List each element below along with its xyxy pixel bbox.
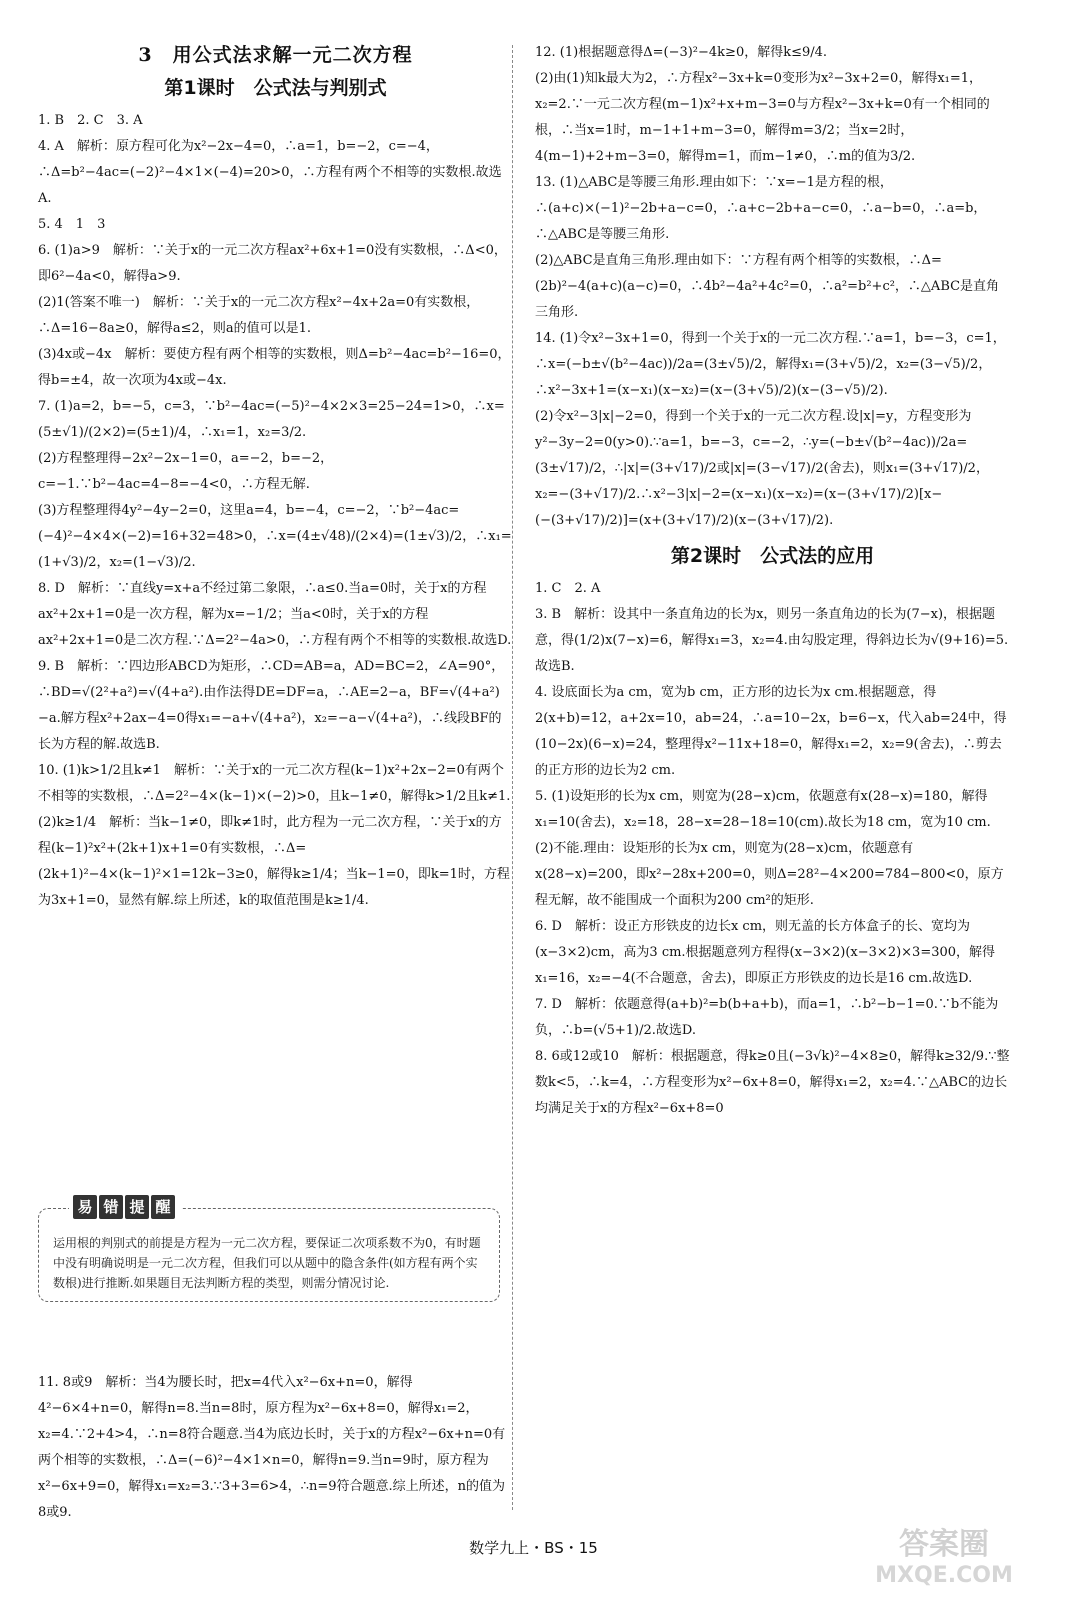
answer-item [535,1044,1010,1122]
answer-text: 11. 8或9 解析：当4为腰长时，把x=4代入x²−6x+n=0，解得4²−6×4+n=0，解得n=8.当n=8时，原方程为x²−6x+8=0，解得x₁=2，x₂=4.∵2+4>4，∴n=8符合题意.当4为底边长时，关于x的方程x²−6x+n=0有两个相等的实数根，∴Δ=(−6)²−4×1×n=0，解得n=9.当n=9时，原方程为x²−6x+9=0，解得x₁=x₂=3.∵3+3=6>4，∴n=9符合题意.综上所述，n的值为8或9. [38,1375,506,1520]
answer-text: 10. (1)k>1/2且k≠1 解析：∵关于x的一元二次方程(k−1)x²+2x−2=0有两个不相等的实数根，∴Δ=2²−4×(k−1)×(−2)>0，且k−1≠0，解得k>1/2且k≠1. [38,763,511,804]
column-divider [512,45,513,1510]
answer-text: 5. (1)设矩形的长为x cm，则宽为(28−x)cm，依题意有x(28−x)=180，解得x₁=10(舍去)，x₂=18，28−x=28−18=10(cm).故长为18 cm，宽为10 cm. [535,789,991,830]
answer-text: (2)不能.理由：设矩形的长为x cm，则宽为(28−x)cm，依题意有x(28−x)=200，即x²−28x+200=0，则Δ=28²−4×200=784−800<0，原方程无解，故不能围成一个面积为200 cm²的矩形. [535,841,1004,908]
answer-text: 1. C 2. A [535,581,601,596]
answer-text: (3)4x或−4x 解析：要使方程有两个相等的实数根，则Δ=b²−4ac=b²−16=0，得b=±4，故一次项为4x或−4x. [38,347,511,388]
tip-char: 错 [99,1195,123,1219]
lesson-title: 第1课时 公式法与判别式 [164,77,387,99]
answer-list [535,576,1010,1122]
svg-text:MXQE.COM: MXQE.COM [875,1563,1013,1588]
answer-item [535,680,1010,784]
answer-text: (2)△ABC是直角三角形.理由如下：∵方程有两个相等的实数根，∴Δ=(2b)²−4(a+c)(a−c)=0，∴4b²−4a²+4c²=0，∴a²=b²+c²，∴△ABC是直角三角形. [535,253,1000,320]
right-column [535,40,1010,1122]
answer-item [535,602,1010,680]
answer-list [38,108,513,914]
watermark-logo [849,1520,1039,1590]
answer-text: 14. (1)令x²−3x+1=0，得到一个关于x的一元二次方程.∵a=1，b=−3，c=1，∴x=(−b±√(b²−4ac))/2a=(3±√5)/2，解得x₁=(3+√5)/2，x₂=(3−√5)/2，∴x²−3x+1=(x−x₁)(x−x₂)=(x−(3+√5)/2)(x−(3−√5)/2). [535,331,1006,398]
answer-text: 4. 设底面长为a cm，宽为b cm，正方形的边长为x cm.根据题意，得2(x+b)=12，a+2x=10，ab=24，∴a=10−2x，b=6−x，代入ab=24中，得(10−2x)(6−x)=24，整理得x²−11x+18=0，解得x₁=2，x₂=9(舍去)，∴剪去的正方形的边长为2 cm. [535,685,1007,778]
answer-text: 8. D 解析：∵直线y=x+a不经过第二象限，∴a≤0.当a=0时，关于x的方程ax²+2x+1=0是一次方程，解为x=−1/2；当a<0时，关于x的方程ax²+2x+1=0是二次方程.∵Δ=2²−4a>0，∴方程有两个不相等的实数根.故选D. [38,581,512,648]
section-title: 3 用公式法求解一元二次方程 [138,44,413,66]
answer-item [535,40,1010,170]
tip-char: 醒 [151,1195,175,1219]
answer-text: (2)1(答案不唯一) 解析：∵关于x的一元二次方程x²−4x+2a=0有实数根，∴Δ=16−8a≥0，解得a≤2，则a的值可以是1. [38,295,480,336]
answer-text: 3. B 解析：设其中一条直角边的长为x，则另一条直角边的长为(7−x)，根据题意，得(1/2)x(7−x)=6，解得x₁=3，x₂=4.由勾股定理，得斜边长为√(9+16)=5.故选B. [535,607,1009,674]
answer-text: 6. (1)a>9 解析：∵关于x的一元二次方程ax²+6x+1=0没有实数根，∴Δ<0，即6²−4a<0，解得a>9. [38,243,507,284]
answer-item [535,170,1010,326]
answer-item [38,654,513,758]
answer-text: (3)方程整理得4y²−4y−2=0，这里a=4，b=−4，c=−2，∵b²−4ac=(−4)²−4×4×(−2)=16+32=48>0，∴x=(4±√48)/(2×4)=(1±√3)/2，∴x₁=(1+√3)/2，x₂=(1−√3)/2. [38,503,512,570]
answer-text: 7. D 解析：依题意得(a+b)²=b(b+a+b)，而a=1，∴b²−b−1=0.∵b不能为负，∴b=(√5+1)/2.故选D. [535,997,999,1038]
answer-text: 4. A 解析：原方程可化为x²−2x−4=0，∴a=1，b=−2，c=−4，∴Δ=b²−4ac=(−2)²−4×1×(−4)=20>0，∴方程有两个不相等的实数根.故选A. [38,139,502,206]
svg-text:答案圈: 答案圈 [899,1527,989,1562]
answer-item [38,758,513,914]
answer-item [535,992,1010,1044]
lesson-title: 第2课时 公式法的应用 [670,545,875,567]
answer-text: 1. B 2. C 3. A [38,113,143,128]
answer-list [535,40,1010,534]
tip-box [38,1198,500,1302]
tip-char: 提 [125,1195,149,1219]
answer-text: 7. (1)a=2，b=−5，c=3，∵b²−4ac=(−5)²−4×2×3=25−24=1>0，∴x=(5±√1)/(2×2)=(5±1)/4，∴x₁=1，x₂=3/2. [38,399,505,440]
tip-char: 易 [73,1195,97,1219]
answer-text: 12. (1)根据题意得Δ=(−3)²−4k≥0，解得k≤9/4. [535,45,828,60]
answer-item [535,326,1010,534]
answer-text: (2)令x²−3|x|−2=0，得到一个关于x的一元二次方程.设|x|=y，方程变形为y²−3y−2=0(y>0).∵a=1，b=−3，c=−2，∴y=(−b±√(b²−4ac))/2a=(3±√17)/2，∴|x|=(3+√17)/2或|x|=(3−√17)/2(舍去)，则x₁=(3+√17)/2，x₂=−(3+√17)/2.∴x²−3|x|−2=(x−x₁)(x−x₂)=(x−(3+√17)/2)[x−(−(3+√17)/2)]=(x+(3+√17)/2)(x−(3+√17)/2). [535,409,989,528]
answer-item [38,394,513,576]
tip-text: 运用根的判别式的前提是方程为一元二次方程，要保证二次项系数不为0，有时题中没有明确说明是一元二次方程，但我们可以从题中的隐含条件(如方程有两个实数根)进行推断.如果题目无法判断方程的类型，则需分情况讨论. [53,1236,481,1290]
answer-item [38,108,513,134]
answer-item [38,1370,513,1526]
answer-text: 8. 6或12或10 解析：根据题意，得k≥0且(−3√k)²−4×8≥0，解得k≥32/9.∵整数k<5，∴k=4，∴方程变形为x²−6x+8=0，解得x₁=2，x₂=4.∵△ABC的边长均满足关于x的方程x²−6x+8=0 [535,1049,1010,1116]
answer-item [38,576,513,654]
answer-item [38,134,513,212]
tip-label [69,1195,181,1219]
answer-text: 9. B 解析：∵四边形ABCD为矩形，∴CD=AB=a，AD=BC=2，∠A=90°，∴BD=√(2²+a²)=√(4+a²).由作法得DE=DF=a，∴AE=2−a，BF=√(4+a²)−a.解方程x²+2ax−4=0得x₁=−a+√(4+a²)，x₂=−a−√(4+a²)，∴线段BF的长为方程的解.故选B. [38,659,505,752]
answer-text: (2)k≥1/4 解析：当k−1≠0，即k≠1时，此方程为一元二次方程，∵关于x的方程(k−1)²x²+(2k+1)x+1=0有实数根，∴Δ=(2k+1)²−4×(k−1)²×1=12k−3≥0，解得k≥1/4；当k−1=0，即k=1时，方程为3x+1=0，显然有解.综上所述，k的取值范围是k≥1/4. [38,815,510,908]
page-footer: 数学九上・BS・15 [469,1539,598,1557]
answer-item [38,212,513,238]
answer-text: (2)方程整理得−2x²−2x−1=0，a=−2，b=−2，c=−1.∵b²−4ac=4−8=−4<0，∴方程无解. [38,451,334,492]
answer-item [535,784,1010,914]
answer-text: 13. (1)△ABC是等腰三角形.理由如下：∵x=−1是方程的根，∴(a+c)×(−1)²−2b+a−c=0，∴a+c−2b+a−c=0，∴a−b=0，∴a=b，∴△ABC是等腰三角形. [535,175,987,242]
answer-item [535,576,1010,602]
answer-text: (2)由(1)知k最大为2，∴方程x²−3x+k=0变形为x²−3x+2=0，解得x₁=1，x₂=2.∵一元二次方程(m−1)x²+x+m−3=0与方程x²−3x+k=0有一个相同的根，∴当x=1时，m−1+1+m−3=0，解得m=3/2；当x=2时，4(m−1)+2+m−3=0，解得m=1，而m−1≠0，∴m的值为3/2. [535,71,990,164]
answer-item [38,238,513,394]
answer-text: 5. 4 1 3 [38,217,106,232]
answer-item [535,914,1010,992]
answer-text: 6. D 解析：设正方形铁皮的边长x cm，则无盖的长方体盒子的长、宽均为(x−3×2)cm，高为3 cm.根据题意列方程得(x−3×2)(x−3×2)×3=300，解得x₁=16，x₂=−4(不合题意，舍去)，即原正方形铁皮的边长是16 cm.故选D. [535,919,996,986]
